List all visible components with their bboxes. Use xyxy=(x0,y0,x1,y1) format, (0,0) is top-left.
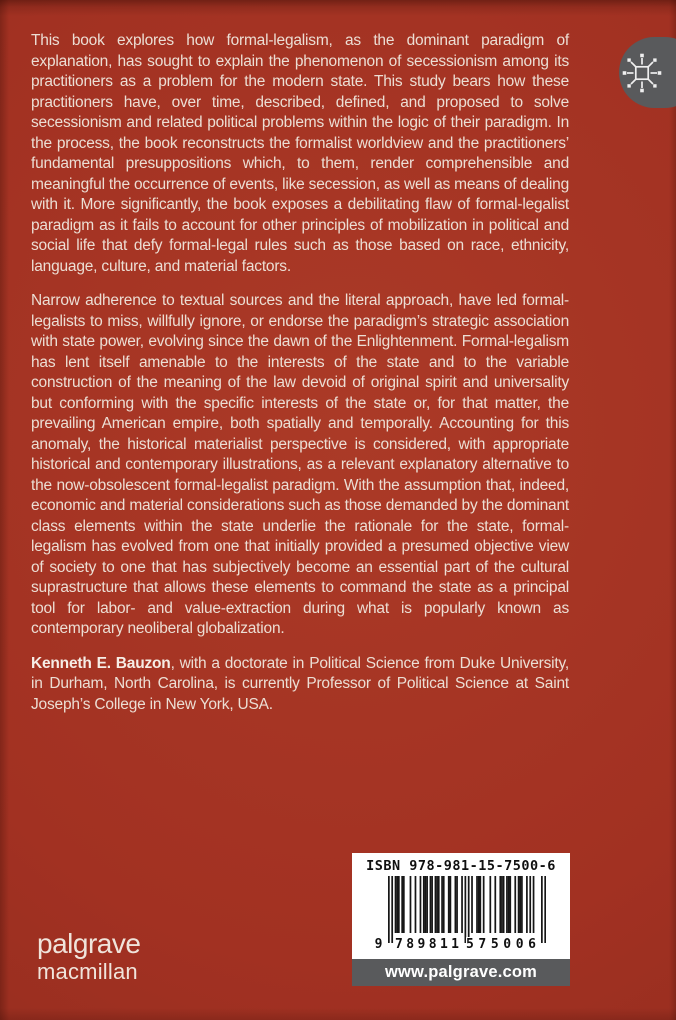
barcode-bars xyxy=(388,876,546,943)
author-bio-text: , with a doctorate in Political Science from Duke University, in Durham, North Carolina, is currently Professor of Political Science at Saint Joseph’s College in New York, USA. xyxy=(31,654,570,713)
publisher-wordmark xyxy=(37,930,140,983)
blurb-paragraph-2: Narrow adherence to textual sources and the literal approach, have led formal-legalists to miss, willfully ignore, or endorse the paradigm’s strategic association with state power, evolving since the dawn of the Enlightenment. Formal-legalism has lent itself amenable to the interests of the state and to the variable construction of the meaning of the law devoid of original spirit and universality but conforming with the specific interests of the state or, for that matter, the prevailing American empire, both spatially and temporally. Accounting for this anomaly, the historical materialist perspective is considered, with appropriate historical and contemporary illustrations, as a relevant explanatory alternative to the now-obsolescent formal-legalist paradigm. With the assumption that, indeed, economic and material considerations such as those demanded by the dominant class elements within the state underlie the rationale for the state, formal-legalism has evolved from one that initially provided a presumed objective view of society to one that has subjectively become an essential part of the cultural suprastructure that allows these elements to command the state as a principal tool for labor- and value-extraction during what is popularly known as contemporary neoliberal globalization. xyxy=(31,292,569,637)
author-bio xyxy=(31,654,569,716)
back-cover-blurb xyxy=(31,31,569,729)
ean13-barcode xyxy=(373,876,549,956)
isbn-panel xyxy=(352,853,570,986)
barcode-digits-left: 7 8 9 8 1 1 xyxy=(395,937,459,952)
publisher-website: www.palgrave.com xyxy=(352,959,570,986)
barcode-digit-first: 9 xyxy=(374,937,383,952)
barcode-digits-right: 5 7 5 0 0 6 xyxy=(466,937,536,952)
wordmark-macmillan: macmillan xyxy=(37,959,138,984)
blurb-paragraph-1: This book explores how formal-legalism, as the dominant paradigm of explanation, has sought to explain the phenomenon of secessionism among its practitioners as a problem for the modern state. This study bears how these practitioners have, over time, described, defined, and proposed to solve secessionism and related political problems within the logic of their paradigm. In the process, the book reconstructs the formalist worldview and the practitioners’ fundamental presuppositions which, to them, render comprehensible and meaningful the occurrence of events, like secession, as well as means of dealing with it. More significantly, the book exposes a debilitating flaw of formal-legalist paradigm as it fails to account for other principles of mobilization in political and social life that defy formal-legal rules such as those based on race, ethnicity, language, culture, and material factors. xyxy=(31,32,569,275)
author-name: Kenneth E. Bauzon xyxy=(31,654,171,672)
wordmark-palgrave: palgrave xyxy=(37,928,141,959)
publisher-mark-badge xyxy=(619,37,676,108)
isbn-label: ISBN 978-981-15-7500-6 xyxy=(366,858,556,874)
barcode-box xyxy=(352,853,570,959)
palgrave-snowflake-icon xyxy=(620,51,664,95)
